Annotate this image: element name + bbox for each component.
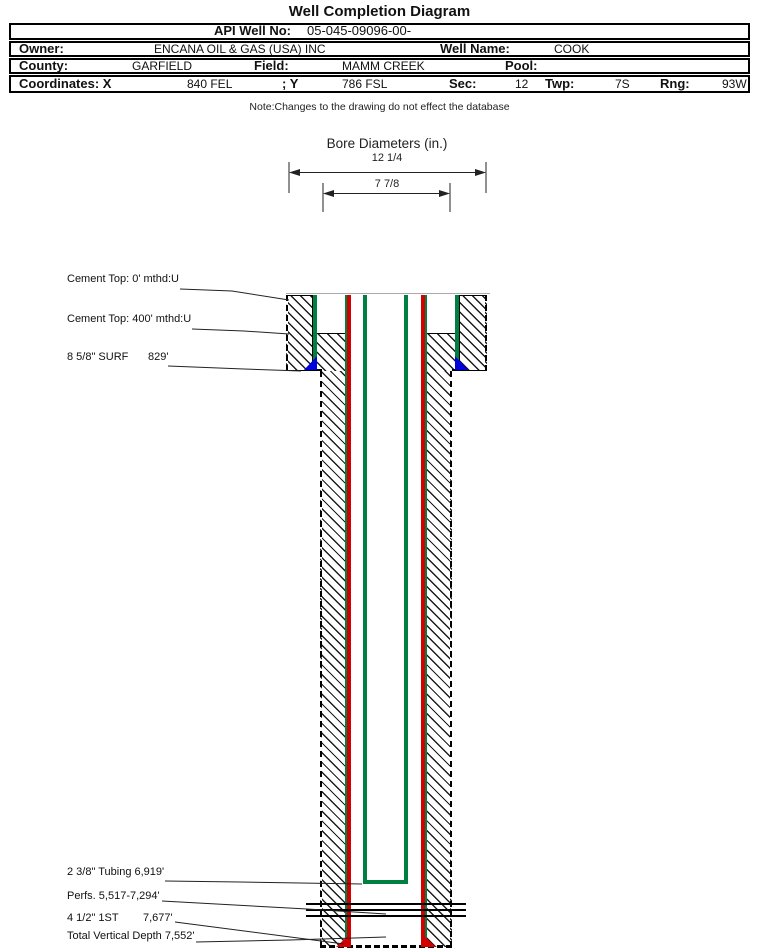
wellhead-top-line xyxy=(286,293,490,294)
bore-outer-diameter-label: 12 1/4 xyxy=(371,152,403,164)
annotation-perfs: Perfs. 5,517-7,294' xyxy=(67,890,160,902)
perforation-line xyxy=(306,903,466,905)
annotation-production-casing: 4 1/2" 1ST xyxy=(67,912,119,924)
note-text: Note:Changes to the drawing do not effect the database xyxy=(249,101,510,113)
well-name-label: Well Name: xyxy=(440,41,510,56)
arrowhead-left-icon xyxy=(323,190,334,197)
pool-label: Pool: xyxy=(505,58,538,73)
tubing-string xyxy=(363,295,408,884)
county-value: GARFIELD xyxy=(132,59,193,73)
api-well-no-value: 05-045-09096-00- xyxy=(307,23,412,38)
perforation-line xyxy=(306,909,466,911)
perforation-line xyxy=(306,915,466,917)
coordinates-label: Coordinates: X xyxy=(19,76,112,91)
owner-value: ENCANA OIL & GAS (USA) INC xyxy=(154,42,326,56)
twp-value: 7S xyxy=(615,77,630,91)
header-row-api xyxy=(9,23,750,40)
bore-inner-diameter-label: 7 7/8 xyxy=(374,178,400,190)
annotation-surface-casing: 8 5/8" SURF xyxy=(67,351,129,363)
annotation-cement-top-0: Cement Top: 0' mthd:U xyxy=(67,273,179,285)
well-name-value: COOK xyxy=(554,42,590,56)
coordinates-x-value: 840 FEL xyxy=(187,77,233,91)
surface-cement-block-left xyxy=(286,295,313,371)
leader-tvd xyxy=(196,937,386,942)
leader-cement-top-0 xyxy=(180,289,289,300)
header-row-coordinates xyxy=(9,75,750,93)
annotation-tubing: 2 3/8" Tubing 6,919' xyxy=(67,866,165,878)
coordinates-y-label: ; Y xyxy=(282,76,299,91)
leader-cement-top-400 xyxy=(192,329,289,334)
coordinates-y-value: 786 FSL xyxy=(342,77,388,91)
rng-value: 93W xyxy=(722,77,747,91)
arrowhead-right-icon xyxy=(475,169,486,176)
annulus-cement-upper-right xyxy=(427,333,455,371)
owner-label: Owner: xyxy=(19,41,64,56)
twp-label: Twp: xyxy=(545,76,575,91)
arrowhead-right-icon xyxy=(439,190,450,197)
rng-label: Rng: xyxy=(660,76,690,91)
field-label: Field: xyxy=(254,58,289,73)
api-well-no-label: API Well No: xyxy=(213,23,291,38)
sec-value: 12 xyxy=(515,77,529,91)
annulus-cement-lower-right xyxy=(427,371,452,947)
leader-surface-casing xyxy=(168,366,301,371)
leader-production-casing xyxy=(175,922,344,944)
surface-cement-block-right xyxy=(459,295,487,371)
field-value: MAMM CREEK xyxy=(342,59,425,73)
annotation-cement-top-400: Cement Top: 400' mthd:U xyxy=(67,313,192,325)
county-label: County: xyxy=(19,58,69,73)
annotation-surface-casing-depth: 829' xyxy=(148,351,169,363)
annulus-cement-upper-left xyxy=(317,333,345,371)
header-row-owner xyxy=(9,41,750,57)
annulus-cement-lower-left xyxy=(320,371,345,947)
annotation-production-casing-depth: 7,677' xyxy=(143,912,173,924)
header-row-county xyxy=(9,58,750,74)
bore-diameters-title: Bore Diameters (in.) xyxy=(326,136,448,151)
production-casing-left xyxy=(347,295,351,947)
annotation-tvd: Total Vertical Depth 7,552' xyxy=(67,930,195,942)
page-title: Well Completion Diagram xyxy=(288,3,471,20)
production-casing-outer-right xyxy=(425,295,427,947)
sec-label: Sec: xyxy=(449,76,477,91)
arrowhead-left-icon xyxy=(289,169,300,176)
